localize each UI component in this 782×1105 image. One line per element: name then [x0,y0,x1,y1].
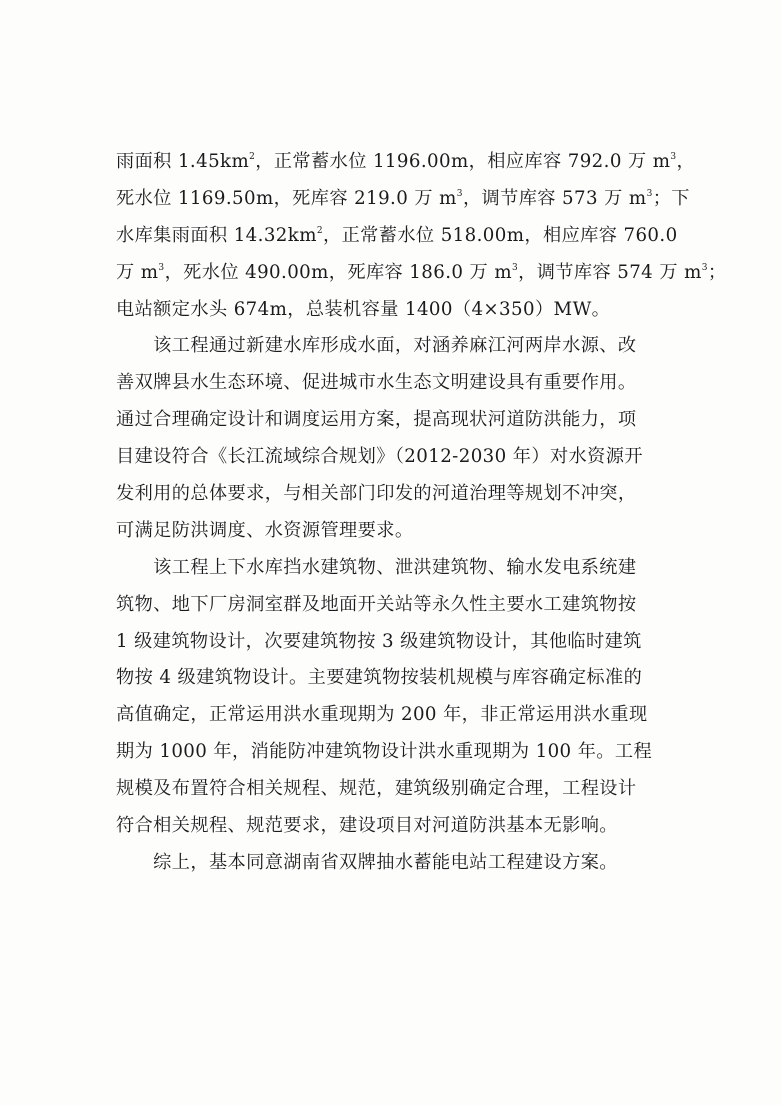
text-line [116,144,696,181]
text-segment: 期为 1000 年，消能防冲建筑物设计洪水重现期为 100 年。工程 [116,741,653,763]
text-segment: 水库集雨面积 14.32km [116,224,317,246]
superscript: 2 [316,225,323,236]
text-segment: 高值确定，正常运用洪水重现期为 200 年，非正常运用洪水重现 [116,704,648,726]
text-segment: 万 m [116,261,159,283]
superscript: 3 [701,262,708,273]
paragraph-reservoir-parameters [116,144,727,328]
text-line [116,513,676,550]
text-segment: 综上，基本同意湖南省双牌抽水蓄能电站工程建设方案。 [116,851,618,873]
text-segment: ，正常蓄水位 518.00m，相应库容 760.0 [322,224,678,246]
text-line [116,845,676,882]
text-segment: 该工程上下水库挡水建筑物、泄洪建筑物、输水发电系统建 [116,556,637,578]
text-segment: 善双牌县水生态环境、促进城市水生态文明建设具有重要作用。 [116,372,637,394]
text-line [116,218,676,255]
text-line [116,550,676,587]
superscript: 3 [456,188,463,199]
text-line [116,624,676,661]
text-line [116,697,676,734]
text-line [116,181,690,218]
superscript: 2 [249,152,256,162]
text-segment: 筑物、地下厂房洞室群及地面开关站等永久性主要水工建筑物按 [116,593,637,615]
text-segment: 通过合理确定设计和调度运用方案，提高现状河道防洪能力，项 [116,409,637,431]
text-segment: ， [676,151,696,172]
text-line [116,808,676,845]
superscript: 3 [511,262,519,273]
text-line [116,587,676,624]
paragraph-ecological-significance [116,328,676,549]
paragraph-conclusion [116,845,676,882]
text-segment: 发利用的总体要求，与相关部门印发的河道治理等规划不冲突， [116,483,637,505]
superscript: 3 [646,188,653,199]
text-line [116,476,676,513]
text-segment: 死水位 1169.50m，死库容 219.0 万 m [116,187,457,209]
text-segment: ，调节库容 574 万 m [518,261,702,283]
text-line [116,292,676,329]
text-line [116,439,676,476]
text-segment: 1 级建筑物设计，次要建筑物按 3 级建筑物设计，其他临时建筑 [116,630,642,652]
text-segment: ； [707,261,727,283]
document-body [116,144,727,882]
text-line [116,255,727,292]
superscript: 3 [158,262,165,273]
text-line [116,328,676,365]
superscript: 3 [670,152,677,162]
text-segment: 物按 4 级建筑物设计。主要建筑物按装机规模与库容确定标准的 [116,667,643,689]
paragraph-building-grade [116,550,676,845]
text-segment: ，调节库容 573 万 m [462,187,647,209]
text-line [116,365,676,402]
text-segment: ，死水位 490.00m，死库容 186.0 万 m [164,261,512,283]
text-segment: 电站额定水头 674m，总装机容量 1400（4×350）MW。 [116,298,611,320]
text-line [116,771,676,808]
text-segment: 规模及布置符合相关规程、规范，建筑级别确定合理，工程设计 [116,778,637,800]
text-segment: 目建设符合《长江流域综合规划》（2012-2030 年）对水资源开 [116,446,643,468]
text-line [116,734,676,771]
text-segment: ；下 [652,187,690,209]
text-segment: ，正常蓄水位 1196.00m，相应库容 792.0 万 m [255,151,671,172]
text-segment: 该工程通过新建水库形成水面，对涵养麻江河两岸水源、改 [116,335,637,357]
text-segment: 可满足防洪调度、水资源管理要求。 [116,519,414,541]
text-line [116,660,676,697]
text-segment: 符合相关规程、规范要求，建设项目对河道防洪基本无影响。 [116,815,618,837]
text-segment: 雨面积 1.45km [116,151,250,172]
text-line [116,402,676,439]
